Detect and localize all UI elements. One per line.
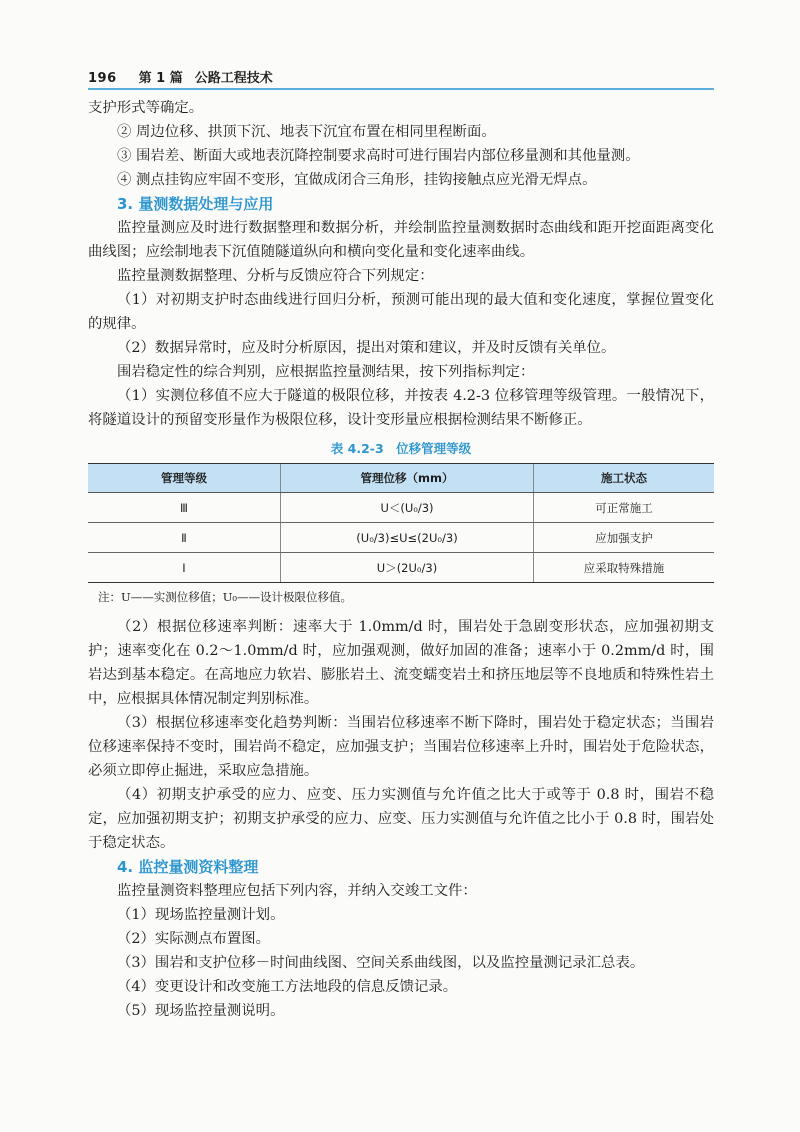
table-cell: Ⅰ [88, 553, 281, 583]
header-rule [88, 88, 714, 90]
part-title: 公路工程技术 [194, 71, 273, 86]
table-cell: Ⅲ [88, 493, 281, 523]
table-caption: 表 4.2-3 位移管理等级 [330, 441, 472, 456]
paragraph: （4）初期支护承受的应力、应变、压力实测值与允许值之比大于或等于 0.8 时，围岩不稳定，应加强初期支护；初期支护承受的应力、应变、压力实测值与允许值之比小于 0.8 时，围岩处于稳定状态。 [88, 787, 714, 851]
paragraph: 围岩稳定性的综合判别，应根据监控量测结果，按下列指标判定： [117, 364, 535, 380]
paragraph: （2）根据位移速率判断：速率大于 1.0mm/d 时，围岩处于急剧变形状态，应加强初期支护；速率变化在 0.2～1.0mm/d 时，应加强观测，做好加固的准备；速率小于 0.2mm/d 时，围岩达到基本稳定。在高地应力软岩、膨胀岩土、流变蠕变岩土和挤压地层等不良地质和特殊性岩土中，应根据具体情况制定判别标准。 [88, 619, 714, 707]
list-item: ④ 测点挂钩应牢固不变形，宜做成闭合三角形，挂钩接触点应光滑无焊点。 [117, 172, 597, 188]
paragraph: （1）实测位移值不应大于隧道的极限位移，并按表 4.2-3 位移管理等级管理。一般情况下，将隧道设计的预留变形量作为极限位移，设计变形量应根据检测结果不断修正。 [88, 388, 714, 428]
list-item: （3）围岩和支护位移－时间曲线图、空间关系曲线图，以及监控量测记录汇总表。 [117, 955, 645, 971]
list-item: （5）现场监控量测说明。 [117, 1003, 285, 1019]
table-cell: Ⅱ [88, 523, 281, 553]
list-item: （2）实际测点布置图。 [117, 931, 271, 947]
chapter-title [139, 67, 273, 86]
paragraph: 监控量测资料整理应包括下列内容，并纳入交竣工文件： [117, 883, 477, 899]
column-header: 管理等级 [88, 464, 281, 493]
table-cell: 应采取特殊措施 [534, 553, 715, 583]
column-header: 施工状态 [534, 464, 715, 493]
table-cell: U＞(2U₀/3) [281, 553, 534, 583]
table-cell: 应加强支护 [534, 523, 715, 553]
list-item: （1）现场监控量测计划。 [117, 907, 285, 923]
paragraph: 监控量测应及时进行数据整理和数据分析，并绘制监控量测数据时态曲线和距开挖面距离变化曲线图；应绘制地表下沉值随隧道纵向和横向变化量和变化速率曲线。 [88, 220, 714, 260]
page-number: 196 [88, 71, 117, 86]
list-item: ③ 围岩差、断面大或地表沉降控制要求高时可进行围岩内部位移量测和其他量测。 [117, 148, 640, 164]
section-heading: 4. 监控量测资料整理 [117, 858, 259, 876]
main-text [88, 96, 714, 1023]
table-cell: U＜(U₀/3) [281, 493, 534, 523]
table-cell: (U₀/3)≤U≤(2U₀/3) [281, 523, 534, 553]
section-heading: 3. 量测数据处理与应用 [117, 195, 274, 213]
paragraph: （2）数据异常时，应及时分析原因，提出对策和建议，并及时反馈有关单位。 [117, 340, 616, 356]
paragraph: 支护形式等确定。 [88, 100, 204, 116]
table-row [88, 553, 714, 583]
part-label: 第 1 篇 [138, 71, 183, 86]
table-header-row [88, 464, 714, 493]
list-item: ② 周边位移、拱顶下沉、地表下沉宜布置在相同里程断面。 [117, 124, 496, 140]
table-row [88, 493, 714, 523]
paragraph: （3）根据位移速率变化趋势判断：当围岩位移速率不断下降时，围岩处于稳定状态；当围岩位移速率保持不变时，围岩尚不稳定，应加强支护；当围岩位移速率上升时，围岩处于危险状态，必须立即停止掘进，采取应急措施。 [88, 715, 714, 779]
column-header: 管理位移（mm） [281, 464, 534, 493]
displacement-table [88, 463, 714, 583]
paragraph: （1）对初期支护时态曲线进行回归分析，预测可能出现的最大值和变化速度，掌握位置变化的规律。 [88, 292, 714, 332]
table-cell: 可正常施工 [534, 493, 715, 523]
list-item: （4）变更设计和改变施工方法地段的信息反馈记录。 [117, 979, 458, 995]
table-note: 注：U——实测位移值；U₀——设计极限位移值。 [98, 590, 352, 604]
table-row [88, 523, 714, 553]
paragraph: 监控量测数据整理、分析与反馈应符合下列规定： [117, 268, 434, 284]
running-header [88, 62, 714, 90]
